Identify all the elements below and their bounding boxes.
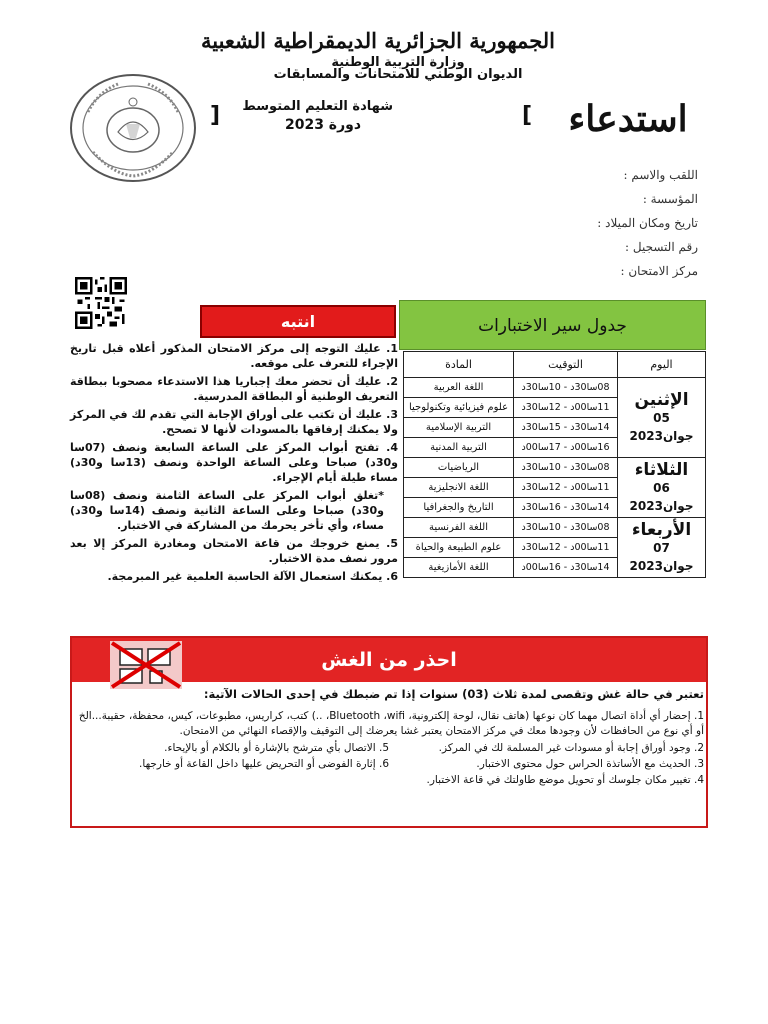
schedule-day-name: الأربعاء	[631, 519, 692, 540]
schedule-day-name: الثلاثاء	[634, 459, 689, 480]
official-seal-icon	[68, 72, 198, 184]
schedule-time: 14سا30د - 16سا00د	[514, 558, 618, 578]
attention-note: *تغلق أبواب المركز على الساعة الثامنة ونصف (08سا و30د) صباحا وعلى الساعة الثانية ونصف (14سا و30د) مساء، وأي تأخر يحرمك من المشاركة في الاختبار.	[70, 489, 384, 532]
session-label: دورة 2023	[284, 117, 362, 133]
schedule-subject: علوم فيزيائية وتكنولوجيا	[404, 398, 514, 418]
field-birth: تاريخ ومكان الميلاد :	[597, 216, 698, 230]
schedule-row	[404, 378, 706, 398]
field-school: المؤسسة :	[642, 192, 698, 206]
schedule-subject: علوم الطبيعة والحياة	[404, 538, 514, 558]
schedule-time: 11سا00د - 12سا30د	[514, 538, 618, 558]
attention-item: 3. عليك أن تكتب على أوراق الإجابة التي تقدم لك في المركز ولا يمكنك إرفاقها بالمسودات لأنها لا تصحح.	[70, 408, 398, 436]
cheating-col-right	[389, 741, 704, 789]
field-name: اللقب والاسم :	[623, 168, 698, 182]
schedule-table	[403, 351, 706, 578]
qr-code-icon	[75, 277, 127, 329]
office-title: الديوان الوطني للامتحانات والمسابقات	[273, 67, 523, 82]
bracket-open: [	[522, 103, 533, 128]
schedule-subject: اللغة الأمازيغية	[404, 558, 514, 578]
schedule-time: 08سا30د - 10سا30د	[514, 518, 618, 538]
schedule-day-date: 06 جوان2023	[629, 480, 694, 513]
header-day: اليوم	[618, 352, 706, 378]
schedule-time: 08سا30د - 10سا30د	[514, 458, 618, 478]
schedule-day-date: 07 جوان2023	[629, 540, 694, 573]
schedule-subject: اللغة العربية	[404, 378, 514, 398]
schedule-time: 16سا00د - 17سا00د	[514, 438, 618, 458]
cheating-item: 1. إحضار أي أداة اتصال مهما كان نوعها (هاتف نقال، لوحة إلكترونية، Bluetooth ،wifi، ..) كتب، كراريس، مطبوعات، كيس، محفظة، حقيبة...الخ أو أي نوع من الحافظات لأن وجودها معك في مركز الامتحان يعتبر غشا يعرضك إلى التوقيف والإقصاء النهائي من الامتحان.	[78, 710, 704, 737]
schedule-time: 14سا30د - 15سا30د	[514, 418, 618, 438]
schedule-row	[404, 518, 706, 538]
republic-title: الجمهورية الجزائرية الديمقراطية الشعبية	[200, 28, 555, 53]
certificate-name: شهادة التعليم المتوسط	[242, 99, 393, 114]
schedule-subject: التربية الإسلامية	[404, 418, 514, 438]
header-subject: المادة	[404, 352, 514, 378]
cheating-item: 3. الحديث مع الأساتذة الحراس حول محتوى الاختبار.	[476, 758, 704, 770]
cheating-title: احذر من الغش	[72, 638, 706, 682]
schedule-day-cell	[618, 518, 706, 578]
attention-item: 2. عليك أن تحضر معك إجباريا هذا الاستدعاء مصحوبا ببطاقة التعريف الوطنية أو البطاقة المدرسية.	[70, 375, 398, 403]
schedule-subject: الرياضيات	[404, 458, 514, 478]
schedule-day-cell	[618, 458, 706, 518]
cheating-intro: تعتبر في حالة غش وتقصى لمدة ثلاث (03) سنوات إذا تم ضبطك في إحدى الحالات الآتية:	[203, 687, 704, 701]
cheating-item: 4. تغيير مكان جلوسك أو تحويل موضع طاولتك في قاعة الاختبار.	[426, 774, 704, 786]
schedule-day-name: الإثنين	[634, 389, 689, 410]
ministry-title: وزارة التربية الوطنية	[331, 55, 465, 70]
attention-item: 6. يمكنك استعمال الآلة الحاسبة العلمية غير المبرمجة.	[107, 570, 398, 583]
cheating-col-left	[74, 741, 389, 789]
attention-item: 5. يمنع خروجك من قاعة الامتحان ومغادرة المركز إلا بعد مرور نصف مدة الاختبار.	[70, 537, 398, 565]
attention-list	[70, 341, 398, 587]
schedule-time: 14سا30د - 16سا30د	[514, 498, 618, 518]
bracket-close: ]	[210, 103, 221, 128]
schedule-row	[404, 458, 706, 478]
schedule-subject: التاريخ والجغرافيا	[404, 498, 514, 518]
document-title: استدعاء	[568, 98, 688, 140]
cheating-item: 5. الاتصال بأي مترشح بالإشارة أو بالكلام أو بالإيحاء.	[164, 742, 389, 754]
cheating-item: 6. إثارة الفوضى أو التحريض عليها داخل القاعة أو خارجها.	[139, 758, 389, 770]
schedule-header-row	[404, 352, 706, 378]
attention-item: 1. عليك التوجه إلى مركز الامتحان المذكور أعلاه قبل تاريخ الإجراء للتعرف على موقعه.	[70, 342, 398, 370]
schedule-day-date: 05 جوان2023	[629, 410, 694, 443]
schedule-title: جدول سير الاختبارات	[399, 300, 706, 350]
schedule-subject: اللغة الفرنسية	[404, 518, 514, 538]
schedule-time: 11سا00د - 12سا30د	[514, 478, 618, 498]
cheating-item: 2. وجود أوراق إجابة أو مسودات غير المسلمة لك في المركز.	[438, 742, 704, 754]
candidate-info	[478, 168, 698, 288]
schedule-day-cell	[618, 378, 706, 458]
schedule-subject: اللغة الانجليزية	[404, 478, 514, 498]
attention-item: 4. تفتح أبواب المركز على الساعة السابعة ونصف (07سا و30د) صباحا وعلى الساعة الواحدة ونصف (13سا و30د) مساء طيلة أيام الإجراء.	[70, 441, 398, 484]
field-exam-center: مركز الامتحان :	[620, 264, 698, 278]
cheating-list	[74, 709, 704, 789]
header-time: التوقيت	[514, 352, 618, 378]
field-registration: رقم التسجيل :	[625, 240, 698, 254]
schedule-time: 08سا30د - 10سا30د	[514, 378, 618, 398]
attention-title: انتبه	[200, 305, 396, 338]
no-devices-icon	[110, 641, 182, 689]
schedule-time: 11سا00د - 12سا30د	[514, 398, 618, 418]
schedule-subject: التربية المدنية	[404, 438, 514, 458]
